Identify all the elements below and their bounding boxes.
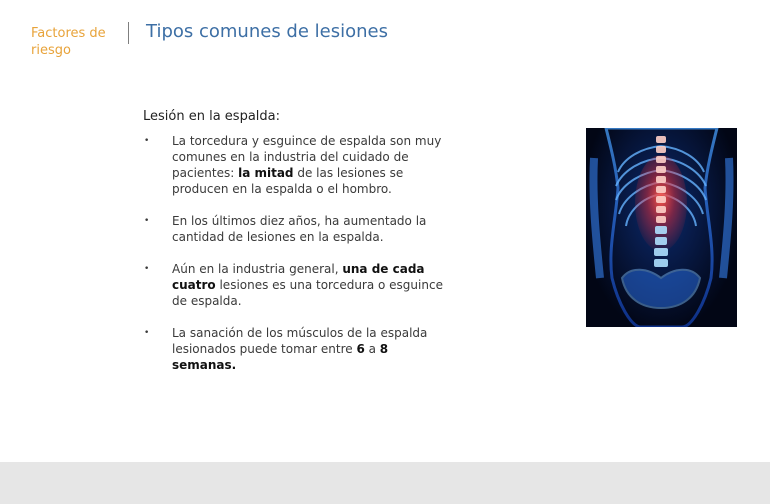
bullet-list [143,133,443,389]
footer-bar [0,462,770,504]
bullet-icon: • [144,264,150,274]
bullet-text: En los últimos diez años, ha aumentado la cantidad de lesiones en la espalda. [172,214,427,244]
header-divider [128,22,129,44]
subheading: Lesión en la espalda: [143,109,281,124]
bullet-text: La torcedura y esguince de espalda son muy comunes en la industria del cuidado de pacientes: la mitad de las lesiones se producen en la espalda o el hombro. [172,134,442,196]
bullet-item [143,213,443,245]
bullet-icon: • [144,136,150,146]
bullet-item [143,133,443,197]
spine-illustration [586,128,737,327]
spine-xray-icon [586,128,737,327]
page-title: Tipos comunes de lesiones [146,21,388,42]
section-label: Factores de riesgo [31,26,106,58]
bullet-text: Aún en la industria general, una de cada cuatro lesiones es una torcedura o esguince de espalda. [172,262,443,308]
bullet-text: La sanación de los músculos de la espalda lesionados puede tomar entre 6 a 8 semanas. [172,326,428,372]
bullet-icon: • [144,328,150,338]
bullet-icon: • [144,216,150,226]
bullet-item [143,325,443,373]
bullet-item [143,261,443,309]
